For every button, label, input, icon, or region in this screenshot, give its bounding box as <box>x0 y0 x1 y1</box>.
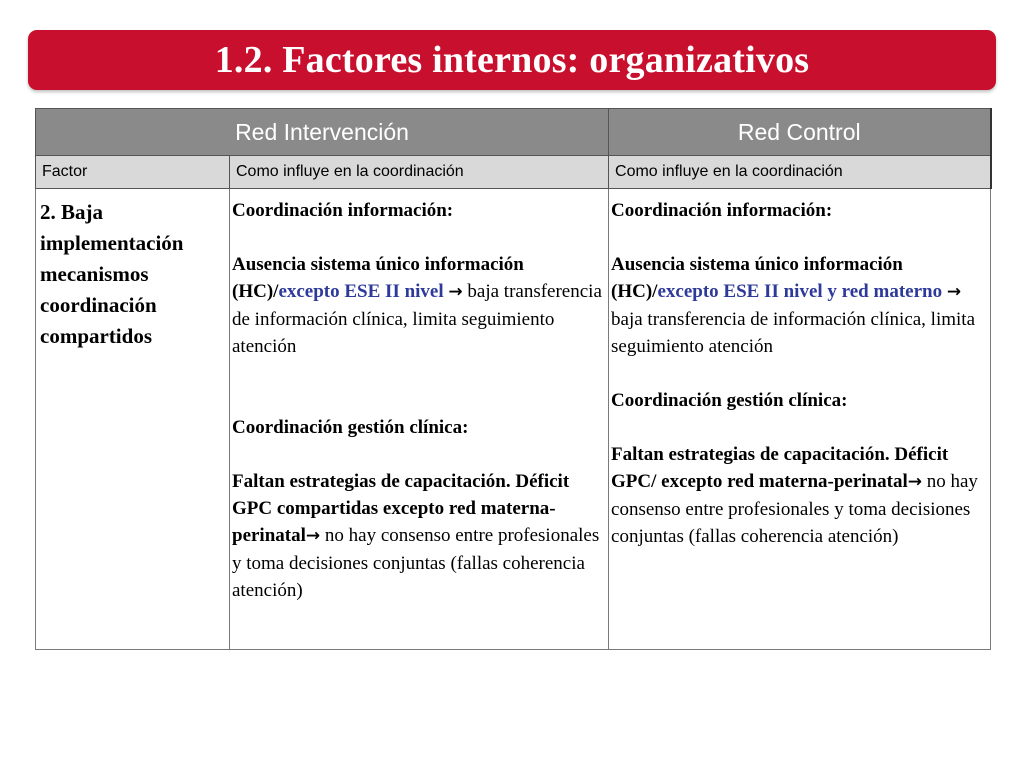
group-header-row <box>36 109 991 156</box>
title-banner <box>28 30 996 90</box>
info-paragraph <box>232 251 604 360</box>
info-heading: Coordinación información: <box>232 200 454 221</box>
table-row <box>36 189 991 650</box>
factor-line: compartidos <box>40 324 152 348</box>
arrow-icon: → <box>907 472 922 492</box>
gestion-rest: no hay consenso entre profesionales y toma decisiones conjuntas (fallas coherencia atención) <box>232 525 600 601</box>
info-rest: baja transferencia de información clínica, limita seguimiento atención <box>611 309 976 357</box>
info-bold: Ausencia sistema único información (HC)/ <box>611 254 903 302</box>
gestion-heading: Coordinación gestión clínica: <box>611 390 848 411</box>
sub-header-row <box>36 156 991 189</box>
page-title: 1.2. Factores internos: organizativos <box>214 39 810 81</box>
gestion-bold: Faltan estrategias de capacitación. Déficit GPC/ excepto red materna-perinatal <box>611 444 949 492</box>
factor-line: coordinación <box>40 293 157 317</box>
gestion-bold: Faltan estrategias de capacitación. Déficit GPC compartidas excepto red materna-perinatal <box>232 471 570 546</box>
gestion-rest: no hay consenso entre profesionales y toma decisiones conjuntas (fallas coherencia atención) <box>611 471 978 547</box>
info-paragraph <box>611 251 986 360</box>
arrow-icon: → <box>946 282 962 302</box>
factor-cell <box>36 189 230 650</box>
info-heading: Coordinación información: <box>611 200 833 221</box>
subheader-intervencion-influence: Como influye en la coordinación <box>230 156 609 189</box>
gestion-paragraph <box>232 468 604 604</box>
info-exception: excepto ESE II nivel y red materno <box>657 281 943 302</box>
factors-table <box>35 108 992 650</box>
arrow-icon: → <box>305 526 321 546</box>
arrow-icon: → <box>448 282 463 302</box>
header-red-control: Red Control <box>609 109 991 156</box>
info-rest: baja transferencia de información clínica, limita seguimiento atención <box>232 281 602 357</box>
intervencion-cell <box>230 189 609 650</box>
factor-line: 2. Baja <box>40 200 103 224</box>
subheader-control-influence: Como influye en la coordinación <box>609 156 991 189</box>
control-cell <box>609 189 991 650</box>
gestion-paragraph <box>611 441 986 550</box>
header-red-intervencion: Red Intervención <box>36 109 609 156</box>
info-exception: excepto ESE II nivel <box>278 281 444 302</box>
factor-line: mecanismos <box>40 262 149 286</box>
gestion-heading: Coordinación gestión clínica: <box>232 417 469 438</box>
subheader-factor: Factor <box>36 156 230 189</box>
factor-line: implementación <box>40 231 184 255</box>
info-bold: Ausencia sistema único información (HC)/ <box>232 254 524 302</box>
